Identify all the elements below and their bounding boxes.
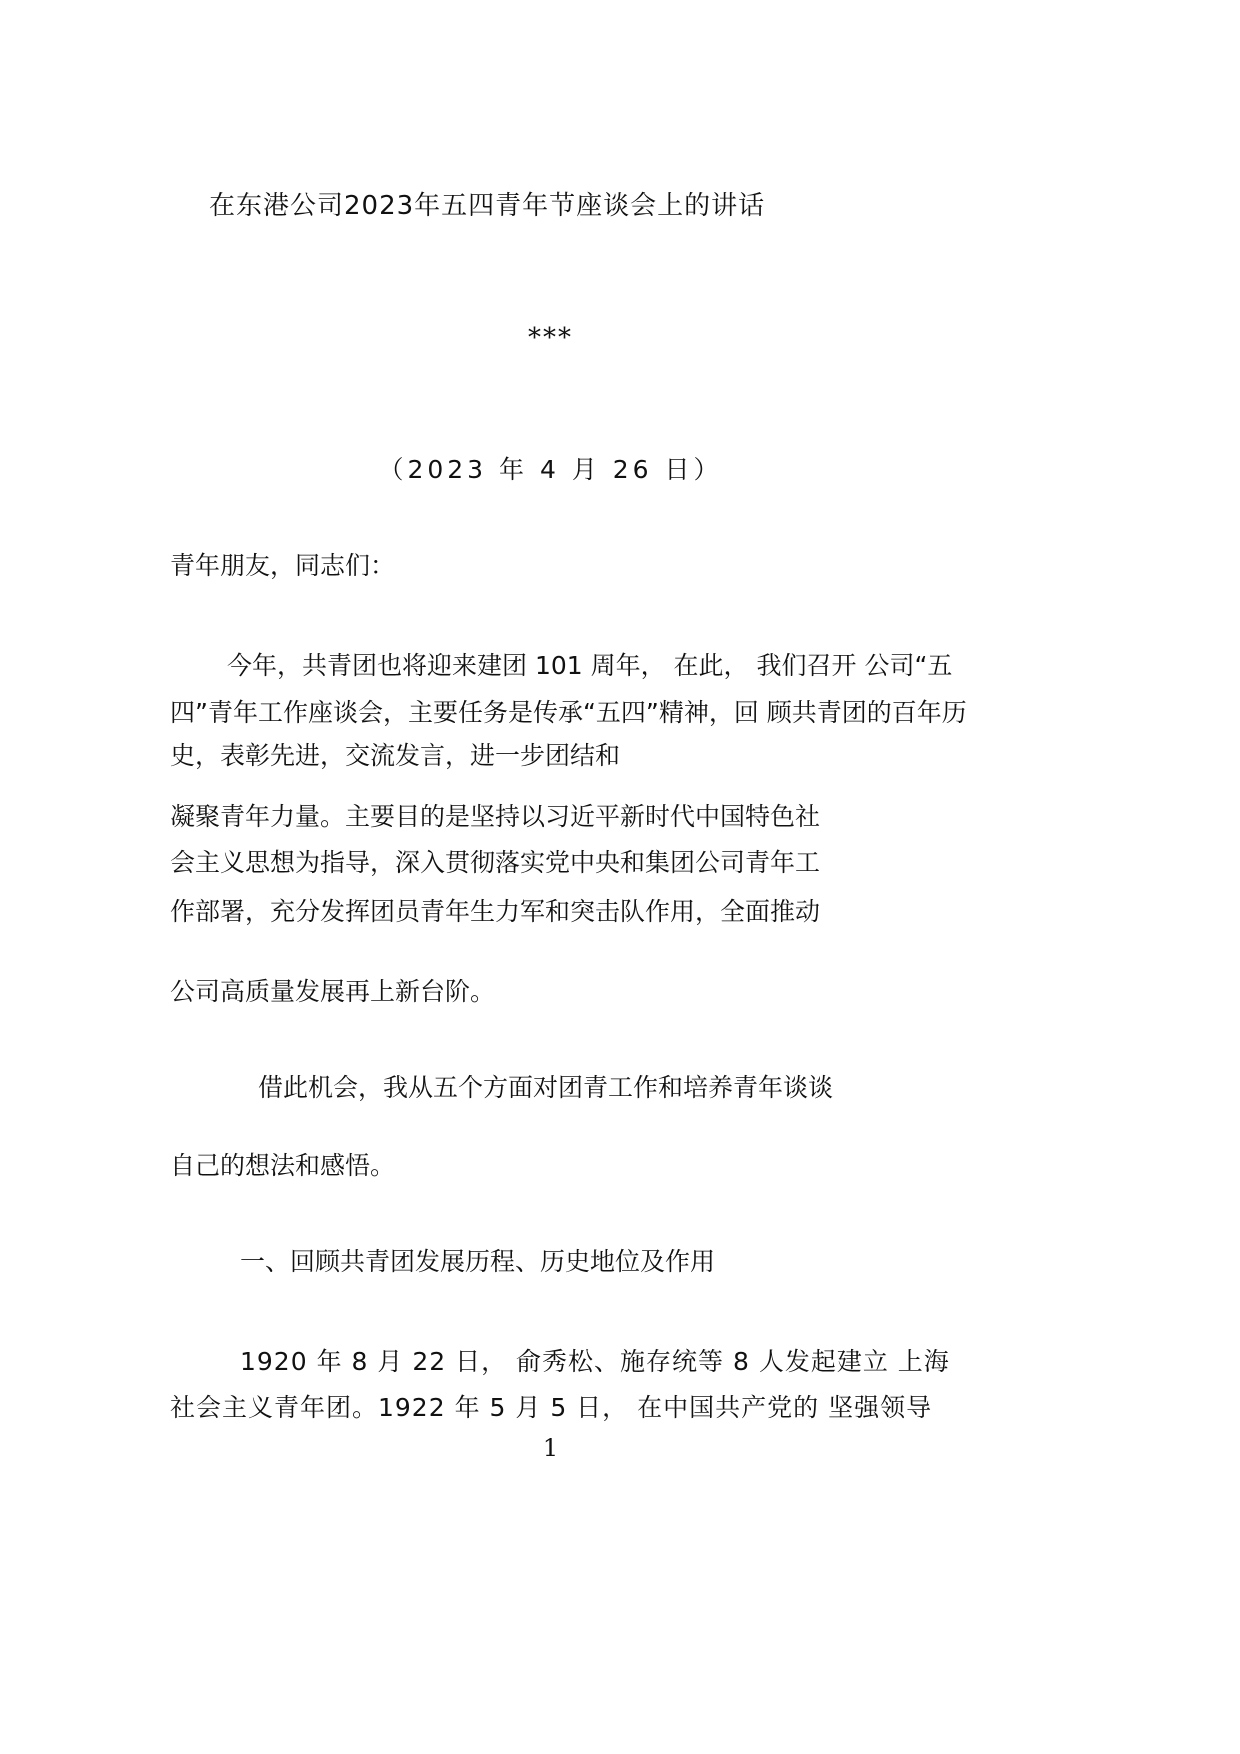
- document-title: 在东港公司2023年五四青年节座谈会上的讲话: [209, 191, 766, 221]
- paragraph-line: 自己的想法和感悟。: [170, 1151, 396, 1180]
- document-author: ***: [528, 323, 573, 353]
- paragraph-line: 凝聚青年力量。主要目的是坚持以习近平新时代中国特色社: [170, 802, 821, 831]
- paragraph-line: 社会主义青年团。1922 年 5 月 5 日， 在中国共产党的 坚强领导: [170, 1393, 933, 1422]
- paragraph-line: 会主义思想为指导，深入贯彻落实党中央和集团公司青年工: [170, 848, 821, 877]
- paragraph-line: 1920 年 8 月 22 日， 俞秀松、施存统等 8 人发起建立 上海: [240, 1347, 950, 1376]
- paragraph-line: 今年，共青团也将迎来建团 101 周年， 在此， 我们召开 公司“五: [227, 651, 953, 680]
- page-number: 1: [542, 1434, 559, 1462]
- paragraph-line: 史，表彰先进，交流发言，进一步团结和: [170, 741, 621, 770]
- paragraph-line: 作部署，充分发挥团员青年生力军和突击队作用，全面推动: [170, 897, 821, 926]
- greeting-text: 青年朋友，同志们：: [170, 551, 396, 580]
- paragraph-line: 借此机会，我从五个方面对团青工作和培养青年谈谈: [258, 1073, 834, 1102]
- document-date: （2023 年 4 月 26 日）: [378, 455, 723, 484]
- section-heading: 一、回顾共青团发展历程、历史地位及作用: [240, 1247, 716, 1276]
- paragraph-line: 四”青年工作座谈会，主要任务是传承“五四”精神，回 顾共青团的百年历: [170, 698, 967, 727]
- paragraph-line: 公司高质量发展再上新台阶。: [170, 977, 496, 1006]
